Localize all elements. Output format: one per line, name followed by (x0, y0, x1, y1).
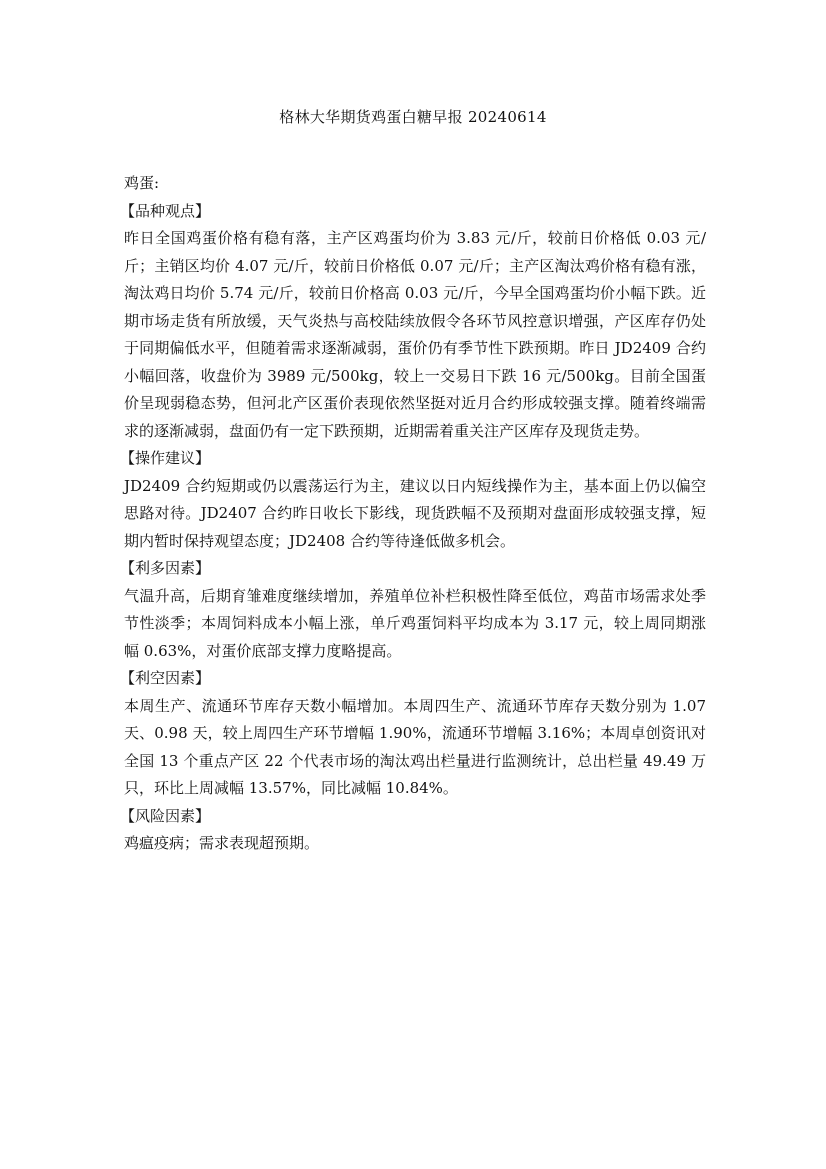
view-heading: 【品种观点】 (120, 201, 211, 220)
bearish-paragraph: 本周生产、流通环节库存天数小幅增加。本周四生产、流通环节库存天数分别为 1.07 天、0.98 天，较上周四生产环节增幅 1.90%，流通环节增幅 3.16%；本周卓创资讯对全国 13 个重点产区 22 个代表市场的淘汰鸡出栏量进行监测统计，总出栏量 49.49 万只，环比上周减幅 13.57%，同比减幅 10.84%。 (124, 696, 706, 797)
view-paragraph: 昨日全国鸡蛋价格有稳有落，主产区鸡蛋均价为 3.83 元/斤，较前日价格低 0.03 元/斤；主销区均价 4.07 元/斤，较前日价格低 0.07 元/斤；主产区淘汰鸡价格有稳有涨，淘汰鸡日均价 5.74 元/斤，较前日价格高 0.03 元/斤，今早全国鸡蛋均价小幅下跌。近期市场走货有所放缓，天气炎热与高校陆续放假令各环节风控意识增强，产区库存仍处于同期偏低水平，但随着需求逐渐减弱，蛋价仍有季节性下跌预期。昨日 JD2409 合约小幅回落，收盘价为 3989 元/500kg，较上一交易日下跌 16 元/500kg。目前全国蛋价呈现弱稳态势，但河北产区蛋价表现依然坚挺对近月合约形成较强支撑。随着终端需求的逐渐减弱，盘面仍有一定下跌预期，近期需着重关注产区库存及现货走势。 (124, 229, 706, 440)
document-body (120, 170, 706, 858)
advice-paragraph: JD2409 合约短期或仍以震荡运行为主，建议以日内短线操作为主，基本面上仍以偏空思路对待。JD2407 合约昨日收长下影线，现货跌幅不及预期对盘面形成较强支撑，短期内暂时保持观望态度；JD2408 合约等待逢低做多机会。 (124, 476, 706, 550)
advice-heading: 【操作建议】 (120, 449, 211, 467)
bullish-paragraph: 气温升高，后期育雏难度继续增加，养殖单位补栏积极性降至低位，鸡苗市场需求处季节性淡季；本周饲料成本小幅上涨，单斤鸡蛋饲料平均成本为 3.17 元，较上周同期涨幅 0.63%，对蛋价底部支撑力度略提高。 (124, 586, 706, 660)
bearish-heading: 【利空因素】 (120, 669, 211, 687)
document-title: 格林大华期货鸡蛋白糖早报 20240614 (279, 108, 547, 126)
risk-heading: 【风险因素】 (120, 806, 211, 825)
bullish-heading: 【利多因素】 (120, 559, 211, 577)
risk-paragraph: 鸡瘟疫病；需求表现超预期。 (124, 834, 320, 852)
category-label: 鸡蛋: (124, 174, 160, 192)
